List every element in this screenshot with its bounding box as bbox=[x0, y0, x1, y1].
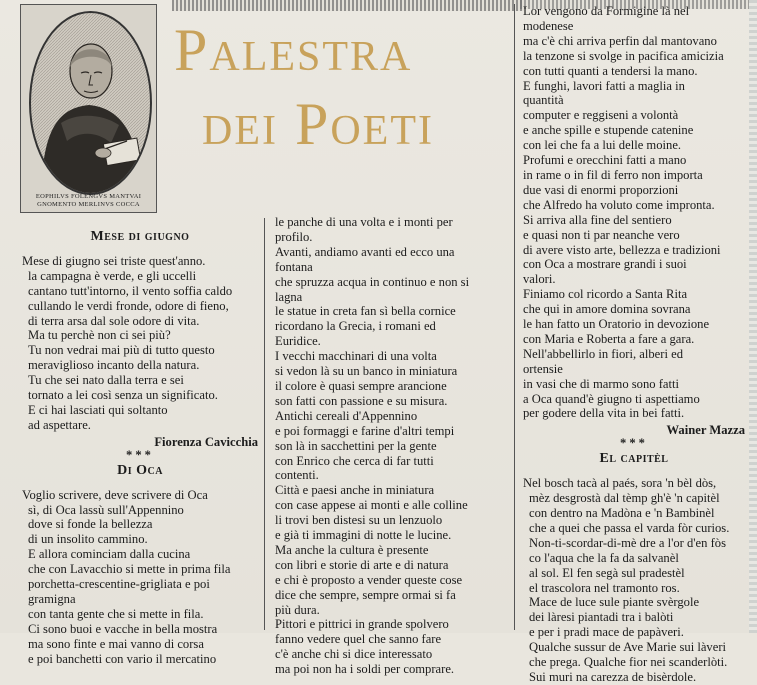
poem2-line: e poi formaggi e farine d'altri tempi bbox=[275, 423, 455, 438]
monk-portrait bbox=[31, 13, 150, 193]
poem2-line: dove si fonde la bellezza bbox=[28, 517, 153, 532]
poem3-line: dei làresi piantadi tra i balòti bbox=[529, 610, 674, 625]
poem2-line: E allora cominciam dalla cucina bbox=[28, 547, 191, 562]
poem2-line: Antichi cereali d'Appennino bbox=[275, 408, 418, 423]
poem1-line: Mese di giugno sei triste quest'anno. bbox=[22, 253, 206, 268]
poem2-line: ma sono finte e mai vanno di corsa bbox=[28, 636, 204, 651]
portrait-oval bbox=[29, 11, 152, 195]
portrait-engraving bbox=[20, 4, 157, 213]
poem2-line: Pittori e pittrici in grande spolvero bbox=[275, 617, 449, 632]
poem2-line: che spruzza acqua in continuo e non si bbox=[275, 274, 470, 289]
poem2-line: con case appese ai monti e alle colline bbox=[275, 498, 468, 513]
poem1-line: la campagna è verde, e gli uccelli bbox=[28, 268, 197, 283]
poem3-line: co l'aqua che la fa da salvanèl bbox=[529, 550, 679, 565]
section-separator: *** bbox=[126, 447, 154, 462]
poem2-line: e già ti immagini di notte le lucine. bbox=[275, 528, 452, 543]
poem2-line: con Maria e Roberta a fare a gara. bbox=[523, 331, 695, 346]
poem1-author: Fiorenza Cavicchia bbox=[154, 434, 258, 449]
poem2-line: Avanti, andiamo avanti ed ecco una bbox=[275, 244, 455, 259]
poem2-line: di avere visto arte, bellezza e tradizioni bbox=[523, 242, 721, 257]
poem1-line: cantano tutt'intorno, il vento soffia caldo bbox=[28, 283, 233, 298]
poem-title-el-capitel: El capitèl bbox=[599, 451, 669, 467]
column-divider-2 bbox=[514, 4, 515, 630]
page-title-line2: dei Poeti bbox=[202, 91, 434, 157]
poem3-line: el trascolora nel tramonto ros. bbox=[529, 580, 680, 595]
poem3-line: che prega. Qualche fior nei scanderlòti. bbox=[529, 655, 728, 670]
poem2-line: Città e paesi anche in miniatura bbox=[275, 483, 435, 498]
poem2-line: con tutti quanti a tendersi la mano. bbox=[523, 63, 698, 78]
poem1-line: Tu non vedrai mai più di tutto questo bbox=[28, 343, 215, 358]
poem2-line: le statue in creta fan sì bella cornice bbox=[275, 304, 456, 319]
poem3-line: Nel bosch tacà al paés, sora 'n bèl dòs, bbox=[523, 476, 717, 491]
poem2-line: Finiamo col ricordo a Santa Rita bbox=[523, 287, 688, 302]
poem3-line: Sui muri na carezza de bisèrdole. bbox=[529, 669, 697, 684]
poem2-line: due vasi di enormi proporzioni bbox=[523, 182, 679, 197]
poem-title-mese-di-giugno: Mese di giugno bbox=[90, 229, 190, 244]
poem2-line: che Alfredo ha voluto come impronta. bbox=[523, 197, 715, 212]
poem2-line: ortensie bbox=[523, 361, 563, 376]
poem2-line: Ci sono buoi e vacche in bella mostra bbox=[28, 621, 218, 636]
poem2-line: ricordano la Grecia, i romani ed bbox=[275, 319, 436, 334]
poem2-line: contenti. bbox=[275, 468, 319, 483]
poem2-line: son fatti con passione e su misura. bbox=[275, 393, 448, 408]
column-2 bbox=[275, 215, 509, 677]
poem3-line: mèz desgrostà dal tèmp gh'è 'n capitèl bbox=[529, 491, 720, 506]
poem2-line: gramigna bbox=[28, 591, 76, 606]
poem2-line: c'è anche chi si dice interessato bbox=[275, 647, 433, 662]
poem2-body-col1 bbox=[22, 488, 258, 667]
poem2-line: con Oca a mostrare grandi i suoi bbox=[523, 257, 687, 272]
poem2-line: in vasi che di marmo sono fatti bbox=[523, 376, 679, 391]
poem2-line: in rame o in fil di ferro non importa bbox=[523, 167, 703, 182]
poem1-line: cullando le verdi fronde, odore di fieno, bbox=[28, 298, 229, 313]
poem2-line: ma poi non ha i soldi per comprare. bbox=[275, 662, 455, 677]
poem2-line: E funghi, lavori fatti a maglia in bbox=[523, 78, 685, 93]
poem2-line: si vedon là su un banco in miniatura bbox=[275, 364, 458, 379]
poem3-body bbox=[523, 476, 745, 685]
poem2-line: sì, di Oca lassù sull'Appennino bbox=[28, 502, 184, 517]
poem2-line: dice che sempre, sempre ormai si fa bbox=[275, 587, 456, 602]
page-title-line1: Palestra bbox=[174, 17, 413, 83]
poem-title-di-oca: Di Oca bbox=[117, 462, 163, 478]
poem2-line: Lor vengono da Formigine là nel bbox=[523, 4, 690, 18]
poem2-line: profilo. bbox=[275, 229, 313, 244]
poem2-line: che con Lavacchio si mette in prima fila bbox=[28, 562, 231, 577]
poem2-line: le han fatto un Oratorio in devozione bbox=[523, 317, 710, 332]
poem2-line: e anche spille e stupende catenine bbox=[523, 123, 694, 138]
poem2-line: lagna bbox=[275, 289, 303, 304]
poem2-line: con tanta gente che si mette in fila. bbox=[28, 606, 204, 621]
poem2-line: modenese bbox=[523, 18, 574, 33]
poem2-line: le panche di una volta e i monti per bbox=[275, 215, 453, 229]
poem2-line: Profumi e orecchini fatti a mano bbox=[523, 153, 687, 168]
section-separator: *** bbox=[620, 436, 648, 451]
poem2-line: computer e reggiseni a volontà bbox=[523, 108, 679, 123]
poem2-line: Nell'abbellirlo in fiori, alberi ed bbox=[523, 346, 683, 361]
poem2-line: che qui in amore domina sovrana bbox=[523, 302, 691, 317]
poem2-line: con Enrico che cerca di far tutti bbox=[275, 453, 434, 468]
poem1-line: Tu che sei nato dalla terra e sei bbox=[28, 373, 184, 388]
poem3-line: Qualche sussur de Ave Marie sui làveri bbox=[529, 640, 727, 655]
poem2-line: più dura. bbox=[275, 602, 320, 617]
page-edge-shadow bbox=[749, 0, 757, 633]
poem2-line: I vecchi macchinari di una volta bbox=[275, 349, 437, 364]
poem2-author: Wainer Mazza bbox=[666, 423, 745, 438]
poem3-line: e per i pradi mace de papàveri. bbox=[529, 625, 684, 640]
poem2-line: quantità bbox=[523, 93, 564, 108]
poem2-line: per godere della vita in bei fatti. bbox=[523, 406, 685, 421]
poem2-line: ma c'è chi arriva perfin dal mantovano bbox=[523, 33, 717, 48]
poem2-line: il colore è quasi sempre arancione bbox=[275, 378, 447, 393]
poem1-body bbox=[22, 254, 258, 433]
poem2-line: Euridice. bbox=[275, 334, 321, 349]
poem2-line: di un insolito cammino. bbox=[28, 532, 148, 547]
poem3-line: con dentro na Madòna e 'n Bambinèl bbox=[529, 506, 715, 520]
poem2-line: fanno vedere quel che sanno fare bbox=[275, 632, 442, 647]
poem1-line: meraviglioso incanto della natura. bbox=[28, 358, 200, 373]
poem2-line: con libri e storie di arte e di natura bbox=[275, 557, 449, 572]
portrait-caption: EOPHILVS FOLENGVS MANTVAI GNOMENTO MERLINVS COCCA bbox=[35, 193, 142, 208]
poem3-line: al sol. El fen segà sul pradestèl bbox=[529, 565, 685, 580]
poem2-line: la tenzone si svolge in pacifica amicizia bbox=[523, 48, 724, 63]
poem3-line: Mace de luce sule piante svèrgole bbox=[529, 595, 700, 610]
poem2-line: e chi è proposto a vender queste cose bbox=[275, 572, 463, 587]
poem1-line: Ma tu perchè non ci sei più? bbox=[28, 328, 171, 343]
header-hatch-band bbox=[172, 0, 524, 11]
column-divider-1 bbox=[264, 218, 265, 630]
poem3-line: che a quei che passa el varda fòr curios. bbox=[529, 520, 730, 535]
poem2-line: Voglio scrivere, deve scrivere di Oca bbox=[22, 487, 208, 502]
poem1-line: E ci hai lasciati qui soltanto bbox=[28, 402, 168, 417]
poem2-line: e quasi non ti par neanche vero bbox=[523, 227, 680, 242]
poem2-line: valori. bbox=[523, 272, 556, 287]
poem2-line: e poi banchetti con vario il mercatino bbox=[28, 651, 217, 666]
poem1-line: di terra arsa dal sole odore di vita. bbox=[28, 313, 200, 328]
poem2-line: con lei che fa a lui delle moine. bbox=[523, 138, 682, 153]
poem3-line: Non-ti-scordar-di-mè dre a l'or d'en fòs bbox=[529, 535, 726, 550]
poem2-line: son là in sacchettini per la gente bbox=[275, 438, 437, 453]
poem2-line: Ma anche la cultura è presente bbox=[275, 542, 429, 557]
poem1-line: ad aspettare. bbox=[28, 417, 91, 432]
poem2-line: fontana bbox=[275, 259, 313, 274]
column-1 bbox=[22, 228, 258, 666]
poem2-line: li trovi ben distesi su un lenzuolo bbox=[275, 513, 443, 528]
poem2-line: porchetta-crescentine-grigliata e poi bbox=[28, 577, 210, 592]
poem1-line: tornato a lei così senza un significato. bbox=[28, 388, 218, 403]
column-3 bbox=[523, 4, 745, 685]
poem2-line: a Oca quand'è giugno ti aspettiamo bbox=[523, 391, 700, 406]
poem2-line: Si arriva alla fine del sentiero bbox=[523, 212, 672, 227]
